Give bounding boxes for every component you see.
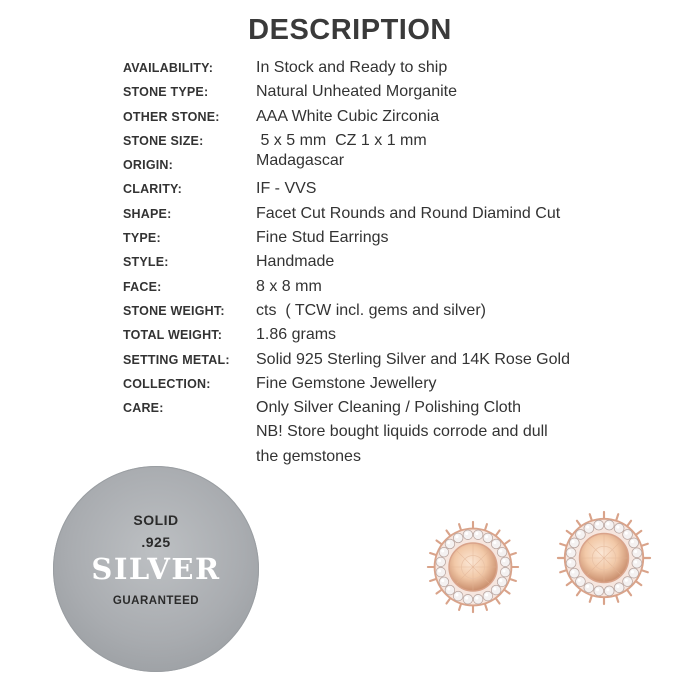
cz-stone bbox=[629, 568, 639, 578]
spec-row-care bbox=[123, 396, 623, 469]
spec-value: Solid 925 Sterling Silver and 14K Rose Gold bbox=[256, 350, 570, 368]
spec-row-setting-metal bbox=[123, 348, 623, 372]
cz-sparkle bbox=[499, 549, 502, 552]
cz-sparkle bbox=[578, 532, 581, 535]
cz-sparkle bbox=[616, 525, 619, 528]
spec-label: SETTING METAL: bbox=[123, 352, 230, 367]
cz-stone bbox=[473, 530, 483, 540]
earring-left-image bbox=[425, 519, 521, 615]
badge-guaranteed-text: GUARANTEED bbox=[112, 595, 200, 607]
cz-stone bbox=[439, 547, 449, 557]
cz-sparkle bbox=[568, 550, 571, 553]
spec-row-clarity bbox=[123, 177, 623, 201]
spec-row-stone-type bbox=[123, 80, 623, 104]
spec-label: OTHER STONE: bbox=[123, 109, 220, 124]
cz-sparkle bbox=[493, 587, 496, 590]
cz-stone bbox=[569, 538, 579, 548]
cz-sparkle bbox=[475, 596, 478, 599]
spec-value: Facet Cut Rounds and Round Diamind Cut bbox=[256, 204, 561, 222]
cz-sparkle bbox=[455, 593, 458, 596]
cz-stone bbox=[584, 523, 594, 533]
page-title: DESCRIPTION bbox=[248, 14, 452, 46]
cz-sparkle bbox=[625, 579, 628, 582]
cz-stone bbox=[491, 539, 501, 549]
cz-stone bbox=[629, 538, 639, 548]
spec-value: Handmade bbox=[256, 253, 335, 271]
solid-silver-badge bbox=[53, 466, 259, 672]
cz-stone bbox=[584, 583, 594, 593]
cz-sparkle bbox=[571, 540, 574, 543]
cz-sparkle bbox=[596, 522, 599, 525]
spec-row-face bbox=[123, 275, 623, 299]
cz-sparkle bbox=[634, 550, 637, 553]
cz-stone bbox=[473, 594, 483, 604]
spec-label: TYPE: bbox=[123, 231, 161, 246]
cz-sparkle bbox=[455, 535, 458, 538]
cz-sparkle bbox=[447, 587, 450, 590]
cz-stone bbox=[623, 530, 633, 540]
cz-sparkle bbox=[625, 532, 628, 535]
cz-stone bbox=[632, 558, 642, 568]
cz-stone bbox=[500, 567, 510, 577]
badge-solid-text: SOLID bbox=[133, 512, 179, 528]
cz-stone bbox=[623, 577, 633, 587]
spec-value: NB! Store bought liquids corrode and dull bbox=[256, 423, 548, 441]
cz-sparkle bbox=[571, 570, 574, 573]
spec-row-stone-size bbox=[123, 129, 623, 153]
cz-stone bbox=[439, 577, 449, 587]
cz-sparkle bbox=[578, 579, 581, 582]
cz-stone bbox=[483, 533, 493, 543]
cz-sparkle bbox=[493, 541, 496, 544]
earring-halo bbox=[428, 522, 518, 612]
cz-stone bbox=[604, 520, 614, 530]
spec-label: AVAILABILITY: bbox=[123, 61, 214, 75]
cz-stone bbox=[500, 557, 510, 567]
cz-sparkle bbox=[485, 535, 488, 538]
cz-stone bbox=[436, 567, 446, 577]
cz-stone bbox=[566, 548, 576, 558]
spec-value: 1.86 grams bbox=[256, 326, 337, 344]
cz-sparkle bbox=[502, 559, 505, 562]
spec-row-collection bbox=[123, 372, 623, 396]
cz-stone bbox=[632, 548, 642, 558]
cz-stone bbox=[497, 577, 507, 587]
cz-sparkle bbox=[586, 585, 589, 588]
cz-sparkle bbox=[485, 593, 488, 596]
cz-sparkle bbox=[499, 579, 502, 582]
earring-right-image bbox=[555, 509, 653, 607]
cz-sparkle bbox=[465, 532, 468, 535]
cz-sparkle bbox=[631, 570, 634, 573]
badge-925-text: .925 bbox=[141, 534, 171, 550]
cz-stone bbox=[569, 568, 579, 578]
cz-stone bbox=[576, 577, 586, 587]
spec-label: TOTAL WEIGHT: bbox=[123, 328, 223, 343]
spec-row-origin bbox=[123, 153, 623, 177]
cz-sparkle bbox=[568, 560, 571, 563]
spec-row-shape bbox=[123, 202, 623, 226]
cz-stone bbox=[491, 585, 501, 595]
cz-sparkle bbox=[438, 559, 441, 562]
cz-stone bbox=[614, 583, 624, 593]
spec-value: Fine Gemstone Jewellery bbox=[256, 374, 437, 392]
spec-label: STONE TYPE: bbox=[123, 85, 209, 100]
cz-sparkle bbox=[447, 541, 450, 544]
spec-row-type bbox=[123, 226, 623, 250]
spec-value: In Stock and Ready to ship bbox=[256, 59, 448, 76]
cz-stone bbox=[453, 533, 463, 543]
spec-label: STONE WEIGHT: bbox=[123, 303, 225, 318]
cz-stone bbox=[497, 547, 507, 557]
spec-label: CLARITY: bbox=[123, 182, 182, 197]
cz-sparkle bbox=[586, 525, 589, 528]
spec-row-availability bbox=[123, 56, 623, 80]
spec-value: 8 x 8 mm bbox=[256, 277, 322, 295]
cz-stone bbox=[594, 520, 604, 530]
spec-label: STONE SIZE: bbox=[123, 133, 204, 148]
spec-value: cts ( TCW incl. gems and silver) bbox=[256, 301, 486, 319]
spec-value: Natural Unheated Morganite bbox=[256, 83, 458, 101]
cz-stone bbox=[463, 530, 473, 540]
spec-label: STYLE: bbox=[123, 255, 169, 270]
spec-row-stone-weight bbox=[123, 299, 623, 323]
cz-sparkle bbox=[438, 569, 441, 572]
spec-label: SHAPE: bbox=[123, 206, 172, 221]
spec-label: CARE: bbox=[123, 401, 164, 416]
cz-stone bbox=[436, 557, 446, 567]
cz-stone bbox=[604, 586, 614, 596]
cz-sparkle bbox=[475, 532, 478, 535]
cz-stone bbox=[594, 586, 604, 596]
cz-stone bbox=[483, 591, 493, 601]
cz-stone bbox=[445, 539, 455, 549]
cz-sparkle bbox=[502, 569, 505, 572]
cz-sparkle bbox=[606, 588, 609, 591]
spec-label: FACE: bbox=[123, 279, 162, 294]
cz-sparkle bbox=[596, 588, 599, 591]
spec-value: AAA White Cubic Zirconia bbox=[256, 107, 440, 125]
cz-stone bbox=[463, 594, 473, 604]
cz-sparkle bbox=[441, 579, 444, 582]
cz-sparkle bbox=[441, 549, 444, 552]
spec-value: Madagascar bbox=[256, 152, 345, 170]
spec-value: IF - VVS bbox=[256, 180, 317, 198]
spec-table bbox=[123, 56, 623, 469]
spec-value: the gemstones bbox=[256, 447, 361, 465]
cz-stone bbox=[566, 558, 576, 568]
spec-value: Fine Stud Earrings bbox=[256, 229, 389, 247]
cz-stone bbox=[576, 530, 586, 540]
cz-sparkle bbox=[616, 585, 619, 588]
cz-sparkle bbox=[606, 522, 609, 525]
spec-label: ORIGIN: bbox=[123, 158, 174, 173]
earring-halo bbox=[558, 512, 650, 604]
spec-row-total-weight bbox=[123, 323, 623, 347]
spec-row-other-stone bbox=[123, 105, 623, 129]
cz-sparkle bbox=[634, 560, 637, 563]
cz-stone bbox=[445, 585, 455, 595]
cz-stone bbox=[453, 591, 463, 601]
spec-value: Only Silver Cleaning / Polishing Cloth bbox=[256, 399, 522, 417]
cz-sparkle bbox=[465, 596, 468, 599]
spec-label: COLLECTION: bbox=[123, 376, 211, 391]
cz-stone bbox=[614, 523, 624, 533]
spec-value: 5 x 5 mm CZ 1 x 1 mm bbox=[256, 131, 427, 149]
spec-row-style bbox=[123, 250, 623, 274]
cz-sparkle bbox=[631, 540, 634, 543]
badge-silver-text: SILVER bbox=[91, 552, 221, 586]
